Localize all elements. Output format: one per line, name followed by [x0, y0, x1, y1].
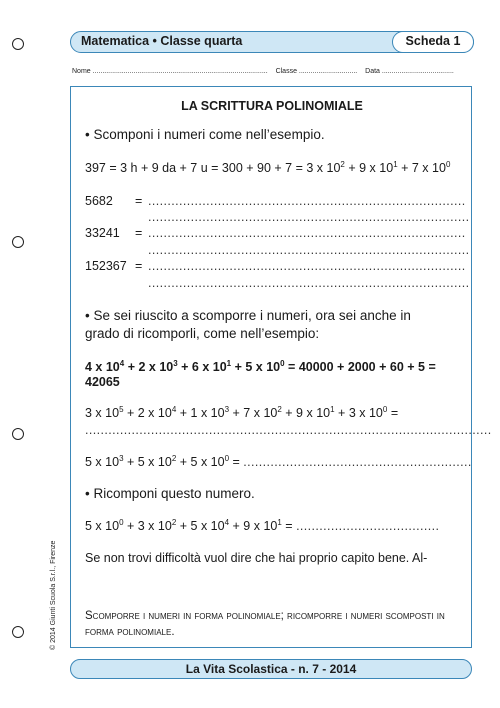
exercise-2-task-1: 3 x $10^5 + 2$ x $10^4 + 1$ x $10^3 + 7$ x $10^2 + 9$ x $10^1 + 3$ x $10^0$ =: [85, 405, 399, 421]
answer-line[interactable]: ...................................................................................: [148, 243, 470, 257]
name-row: [72, 68, 472, 75]
answer-line[interactable]: ...........................................................: [243, 455, 472, 470]
header-bar: [70, 31, 474, 53]
answer-line[interactable]: .........................................................................................................: [85, 423, 492, 437]
worksheet-title: LA SCRITTURA POLINOMIALE: [181, 99, 363, 113]
decompose-number-3: 152367: [85, 259, 127, 273]
decompose-number-2: 33241: [85, 226, 120, 240]
punch-hole-2: [12, 236, 24, 248]
answer-line[interactable]: ...................................................................................: [148, 210, 470, 224]
date-field[interactable]: Data .....................................: [365, 68, 454, 75]
subject-label: Matematica • Classe quarta: [81, 34, 243, 48]
exercise-2-instruction-line-2: grado di ricomporli, come nell’esempio:: [85, 326, 320, 341]
sheet-badge: [392, 31, 474, 53]
learning-objective-line-2: forma polinomiale.: [85, 626, 175, 638]
exercise-2-example: 4 x $10^4 + 2$ x $10^3 + 6$ x $10^1 + 5$ x $10^0 = 40000 + 2000 + 60 + 5$ =: [85, 359, 436, 375]
sheet-label: Scheda 1: [405, 33, 461, 48]
encouragement-note: Se non trovi difficoltà vuol dire che hai proprio capito bene. Al-: [85, 551, 428, 565]
decompose-number-1: 5682: [85, 194, 113, 208]
exercise-2-task-2: 5 x $10^3 + 5$ x $10^2 + 5$ x $10^0$ = ...........................................................: [85, 454, 472, 470]
equals-sign: =: [135, 259, 143, 273]
exercise-2-example-result: 42065: [85, 375, 120, 389]
worksheet-box: [70, 86, 492, 648]
answer-line[interactable]: ..................................................................................: [148, 226, 466, 240]
exercise-1-example: 397 = 3 h + 9 da + 7 u = 300 + 90 + 7 = 3 x $10^2 + 9$ x $10^1 + 7$ x $10^0$: [85, 160, 451, 176]
name-field[interactable]: Nome ..........................................................................................: [72, 68, 268, 75]
footer-bar: [70, 659, 472, 679]
exercise-3-task: 5 x $10^0 + 3$ x $10^2 + 5$ x $10^4 + 9$ x $10^1$ = .....................................: [85, 518, 440, 534]
class-field[interactable]: Classe ..............................: [275, 68, 358, 75]
equals-sign: =: [135, 226, 143, 240]
exercise-3-instruction: • Ricomponi questo numero.: [85, 486, 255, 501]
answer-line[interactable]: ..................................................................................: [148, 194, 466, 208]
learning-objective-line-1: Scomporre i numeri in forma polinomiale; ricomporre i numeri scomposti in: [85, 610, 445, 622]
copyright-credit: © 2014 Giunti Scuola S.r.l., Firenze: [50, 540, 57, 650]
answer-line[interactable]: .....................................: [296, 519, 440, 534]
exercise-2-instruction-line-1: • Se sei riuscito a scomporre i numeri, ora sei anche in: [85, 308, 411, 323]
punch-hole-4: [12, 626, 24, 638]
exercise-1-instruction: • Scomponi i numeri come nell’esempio.: [85, 127, 325, 142]
equals-sign: =: [135, 194, 143, 208]
punch-hole-1: [12, 38, 24, 50]
footer-text: La Vita Scolastica - n. 7 - 2014: [185, 662, 357, 676]
answer-line[interactable]: ...................................................................................: [148, 276, 470, 290]
punch-hole-3: [12, 428, 24, 440]
answer-line[interactable]: ..................................................................................: [148, 259, 466, 273]
